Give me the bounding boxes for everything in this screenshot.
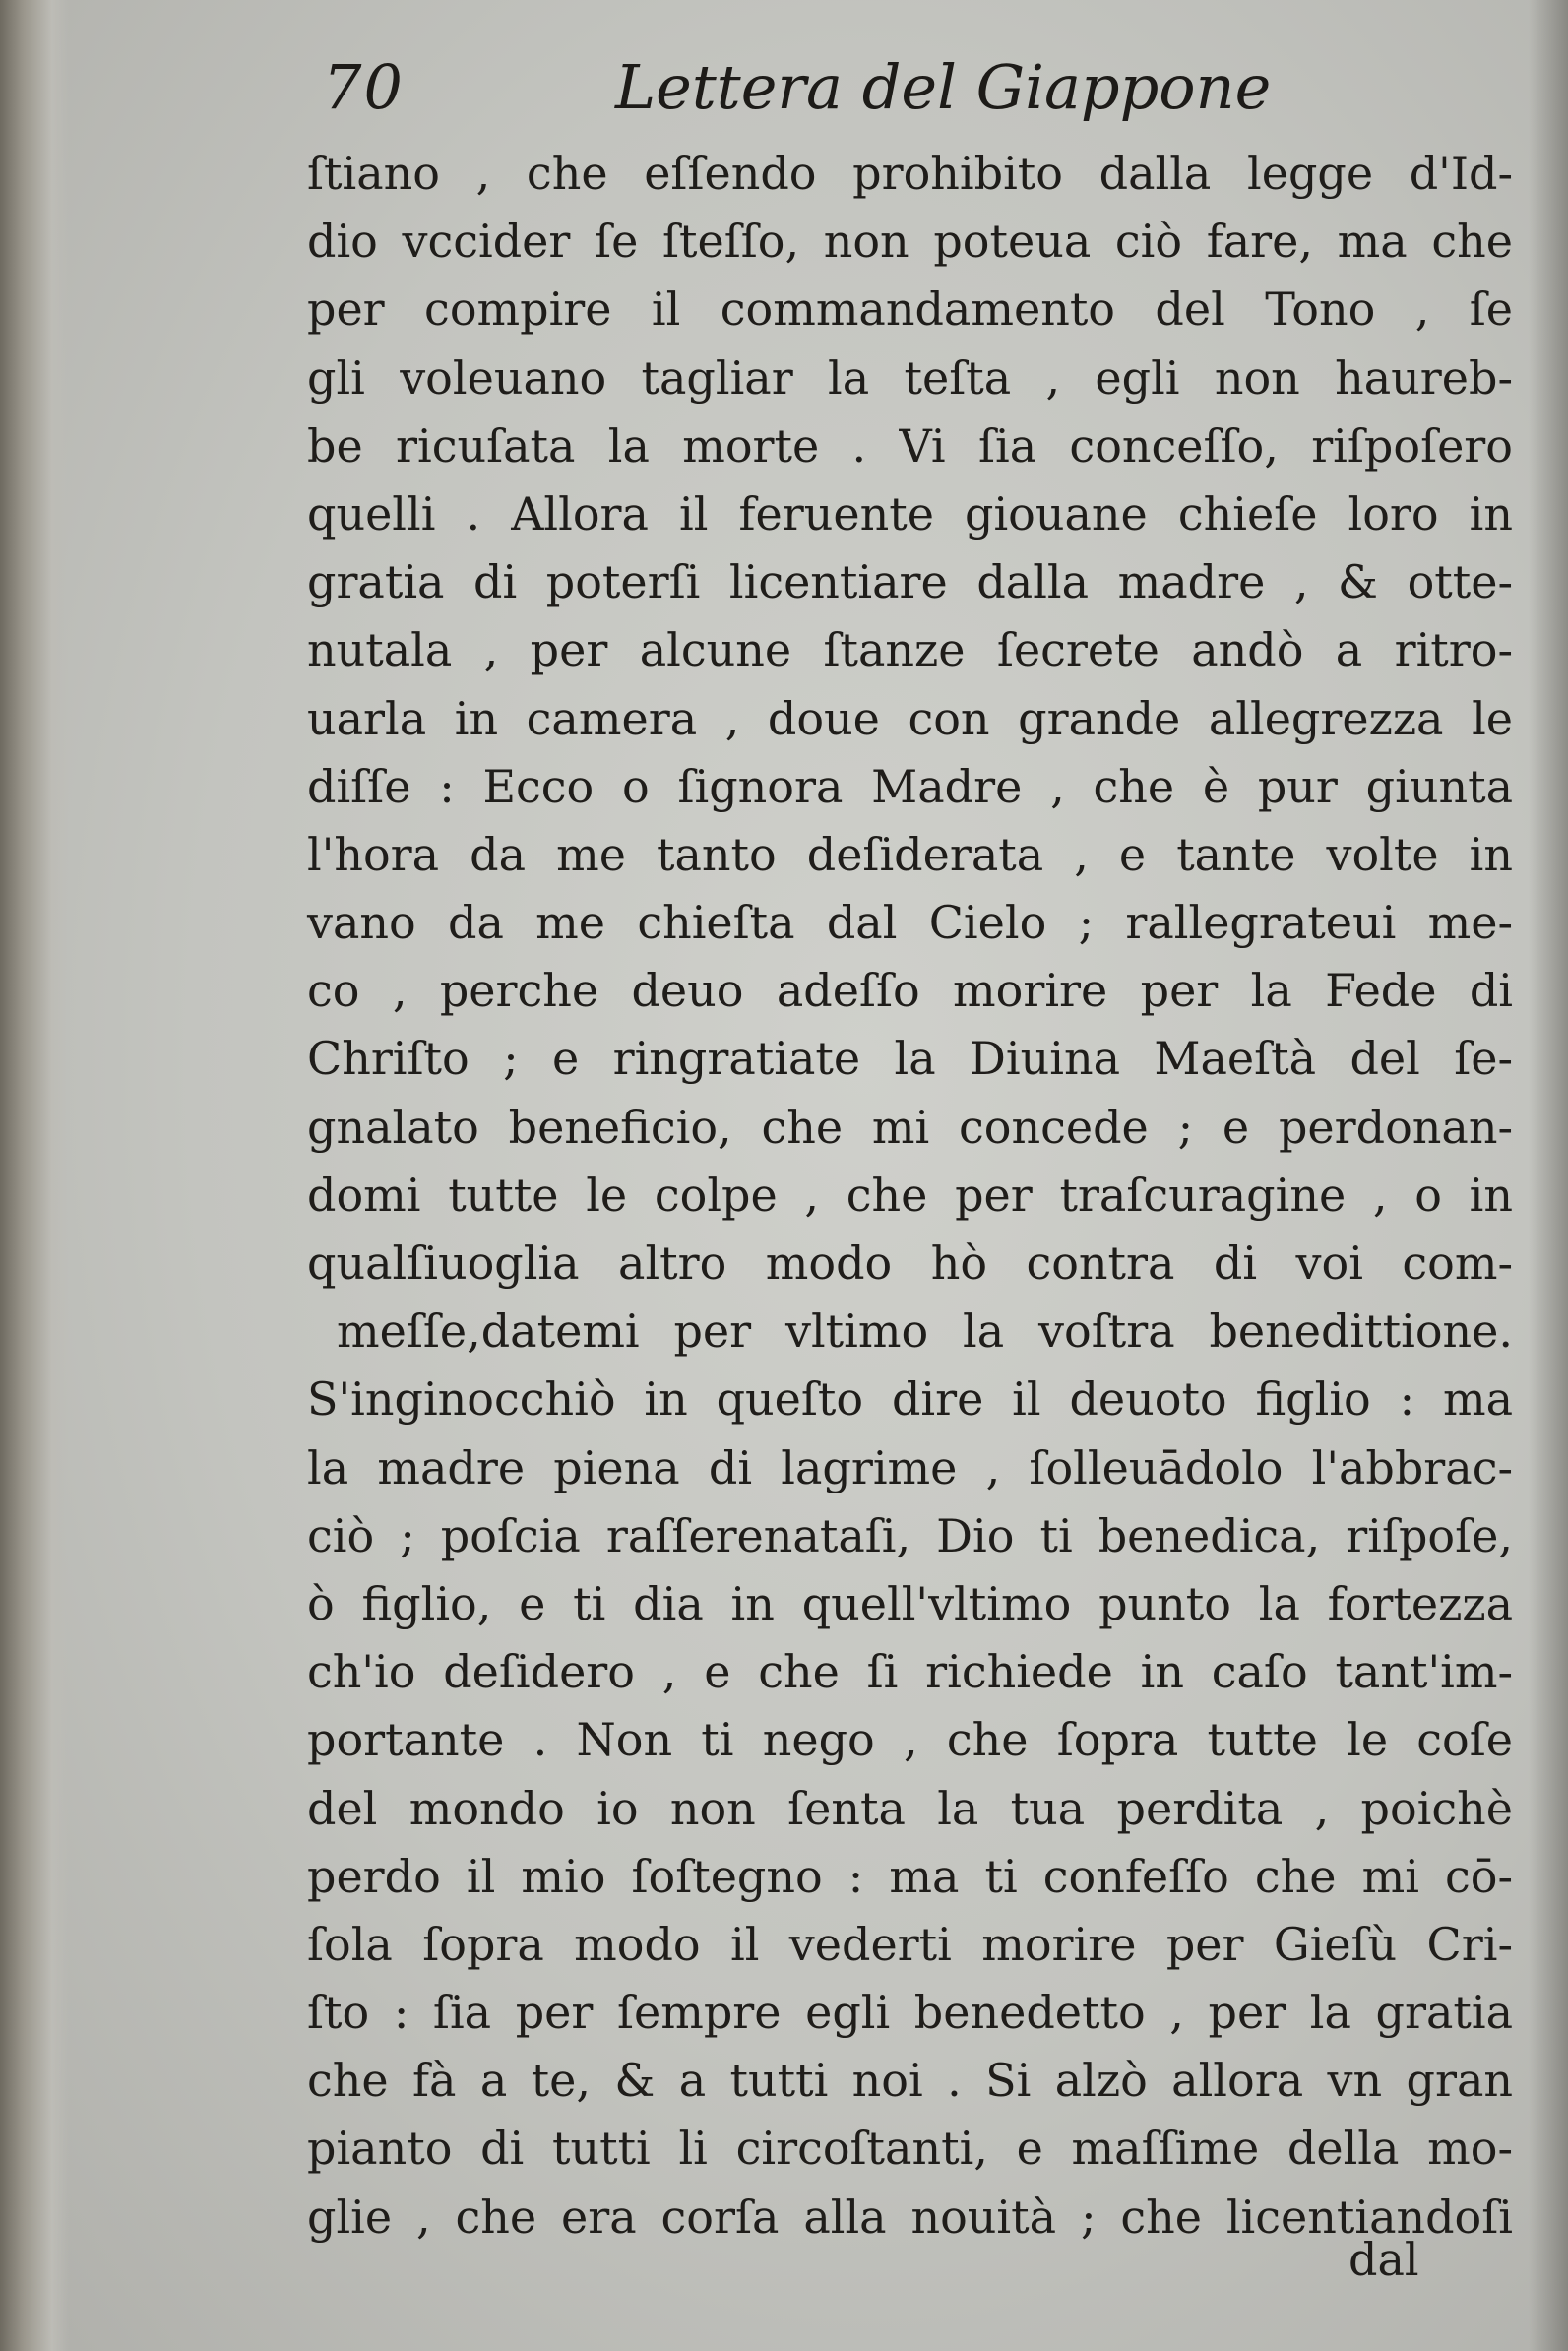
text-line: uarla in camera , doue con grande allegrezza le	[307, 691, 1513, 745]
text-line: glie , che era corſa alla nouità ; che licentiandoſi	[307, 2190, 1513, 2244]
text-line: be ricuſata la morte . Vi ſia conceſſo, riſpoſero	[307, 418, 1513, 473]
text-line: ò figlio, e ti dia in quell'vltimo punto la fortezza	[307, 1576, 1513, 1630]
text-line: ſola ſopra modo il vederti morire per Gieſù Cri-	[307, 1917, 1513, 1971]
page-number: 70	[323, 51, 405, 123]
text-line: gnalato beneficio, che mi concede ; e perdonan-	[307, 1100, 1513, 1154]
text-line: che fà a te, & a tutti noi . Si alzò allora vn gran	[307, 2054, 1513, 2108]
text-line: portante . Non ti nego , che ſopra tutte le coſe	[307, 1713, 1513, 1767]
text-line: l'hora da me tanto deſiderata , e tante volte in	[307, 827, 1513, 881]
text-line: dio vccider ſe ſteſſo, non poteua ciò fare, ma che	[307, 215, 1513, 269]
text-line: gratia di poterſi licentiare dalla madre , & otte-	[307, 555, 1513, 609]
text-line: S'inginocchiò in queſto dire il deuoto figlio : ma	[307, 1372, 1513, 1427]
text-line: meſſe,datemi per vltimo la voſtra benedittione.	[337, 1304, 1513, 1359]
catchword: dal	[1348, 2233, 1419, 2286]
text-line: ch'io deſidero , e che ſi richiede in caſo tant'im-	[307, 1645, 1513, 1699]
text-line: ſto : ſia per ſempre egli benedetto , per la gratia	[307, 1986, 1513, 2040]
text-line: ſtiano , che eſſendo prohibito dalla legge d'Id-	[307, 147, 1513, 200]
page-gutter-shadow	[1529, 0, 1568, 2351]
body-text	[307, 140, 1518, 2252]
text-line: qualſiuoglia altro modo hò contra di voi com-	[307, 1237, 1513, 1290]
text-line: pianto di tutti li circoſtanti, e maſſime della mo-	[307, 2122, 1513, 2176]
text-line: la madre piena di lagrime , ſolleuādolo l'abbrac-	[307, 1440, 1513, 1494]
page-header	[315, 51, 1299, 130]
text-line: quelli . Allora il feruente giouane chieſe loro in	[307, 486, 1513, 540]
text-line: per compire il commandamento del Tono , ſe	[307, 283, 1513, 337]
text-line: del mondo io non ſenta la tua perdita , poichè	[307, 1781, 1513, 1835]
text-line: co , perche deuo adeſſo morire per la Fede di	[307, 964, 1513, 1018]
text-line: diſſe : Ecco o ſignora Madre , che è pur giunta	[307, 759, 1513, 813]
text-line: ciò ; poſcia raſſerenataſi, Dio ti benedica, riſpoſe,	[307, 1508, 1513, 1562]
running-title: Lettera del Giappone	[615, 51, 1272, 123]
text-line: vano da me chieſta dal Cielo ; rallegrateui me-	[307, 896, 1513, 950]
text-line: nutala , per alcune ſtanze ſecrete andò a ritro-	[307, 623, 1513, 677]
text-line: gli voleuano tagliar la teſta , egli non haureb-	[307, 350, 1513, 405]
text-line: domi tutte le colpe , che per traſcuragine , o in	[307, 1168, 1513, 1222]
text-line: perdo il mio ſoſtegno : ma ti confeſſo che mi cō-	[307, 1849, 1513, 1903]
page-edge-shadow	[0, 0, 69, 2351]
text-line: Chriſto ; e ringratiate la Diuina Maeſtà del ſe-	[307, 1032, 1513, 1086]
